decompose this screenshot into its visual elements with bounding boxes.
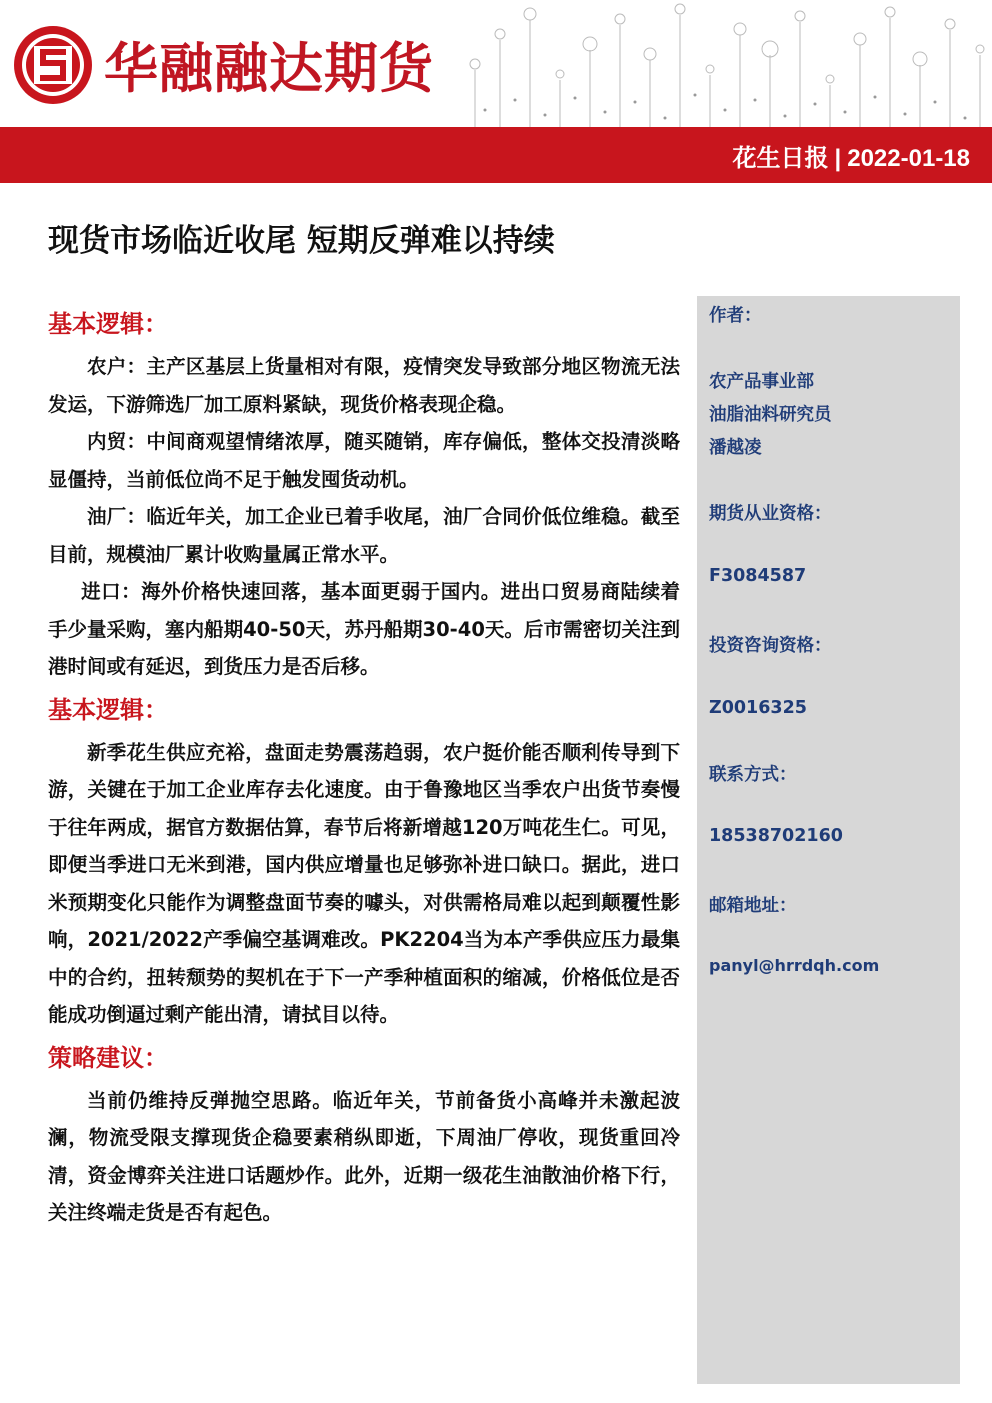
report-date: 2022-01-18 — [847, 145, 970, 172]
paragraph-market-analysis: 新季花生供应充裕，盘面走势震荡趋弱，农户挺价能否顺利传导到下游，关键在于加工企业库存去化速度。由于鲁豫地区当季农户出货节奏慢于往年两成，据官方数据估算，春节后将新增越120万吨花生仁。可见，即便当季进口无米到港，国内供应增量也足够弥补进口缺口。据此，进口米预期变化只能作为调整盘面节奏的噱头，对供需格局难以起到颠覆性影响，2021/2022产季偏空基调难改。PK2204当为本产季供应压力最集中的合约，扭转颓势的契机在于下一产季种植面积的缩减，价格低位是否能成功倒逼过剩产能出清，请拭目以待。 — [48, 740, 680, 1026]
futures-qualification-label: 期货从业资格： — [709, 504, 832, 524]
author-role: 油脂油料研究员 — [709, 405, 832, 425]
report-tag-separator: | — [834, 145, 842, 172]
email-address[interactable]: panyl@hrrdqh.com — [709, 956, 880, 975]
author-name: 潘越凌 — [709, 438, 762, 458]
page-title: 现货市场临近收尾 短期反弹难以持续 — [48, 223, 555, 259]
section-heading: 基本逻辑： — [48, 695, 168, 724]
contact-phone: 18538702160 — [709, 826, 843, 846]
futures-qualification-id: F3084587 — [709, 566, 807, 586]
section-strategy — [48, 1034, 680, 1232]
contact-label: 联系方式： — [709, 765, 797, 785]
company-logo-text: 华融融达期货 — [104, 36, 434, 100]
paragraph-strategy: 当前仍维持反弹抛空思路。临近年关，节前备货小高峰并未激起波澜，物流受限支撑现货企稳要素稍纵即逝，下周油厂停收，现货重回冷清，资金博弈关注进口话题炒作。此外，近期一级花生油散油价格下行，关注终端走货是否有起色。 — [48, 1088, 680, 1224]
investment-qualification-id: Z0016325 — [709, 698, 807, 718]
paragraph-farmers: 农户：主产区基层上货量相对有限，疫情突发导致部分地区物流无法发运，下游筛选厂加工原料紧缺，现货价格表现企稳。 — [48, 355, 680, 416]
company-logo-icon — [12, 24, 94, 106]
report-type: 花生日报 — [732, 145, 829, 172]
email-label: 邮箱地址： — [709, 896, 797, 916]
section-heading: 基本逻辑： — [48, 310, 168, 338]
page-header — [0, 0, 992, 185]
section-basic-logic-1 — [48, 300, 680, 686]
report-body — [48, 300, 680, 1232]
section-basic-logic-2 — [48, 686, 680, 1034]
author-sidebar — [697, 296, 960, 1384]
author-label: 作者： — [709, 306, 762, 326]
header-decoration — [455, 0, 992, 130]
section-heading: 策略建议： — [48, 1043, 168, 1072]
report-tag — [733, 138, 970, 173]
paragraph-imports: 进口：海外价格快速回落，基本面更弱于国内。进出口贸易商陆续着手少量采购，塞内船期40-50天，苏丹船期30-40天。后市需密切关注到港时间或有延迟，到货压力是否后移。 — [48, 580, 680, 678]
paragraph-domestic-trade: 内贸：中间商观望情绪浓厚，随买随销，库存偏低，整体交投清淡略显僵持，当前低位尚不足于触发囤货动机。 — [48, 430, 680, 491]
investment-qualification-label: 投资咨询资格： — [709, 636, 832, 656]
paragraph-oil-mills: 油厂：临近年关，加工企业已着手收尾，油厂合同价低位维稳。截至目前，规模油厂累计收购量属正常水平。 — [48, 505, 680, 566]
author-department: 农产品事业部 — [709, 372, 814, 392]
